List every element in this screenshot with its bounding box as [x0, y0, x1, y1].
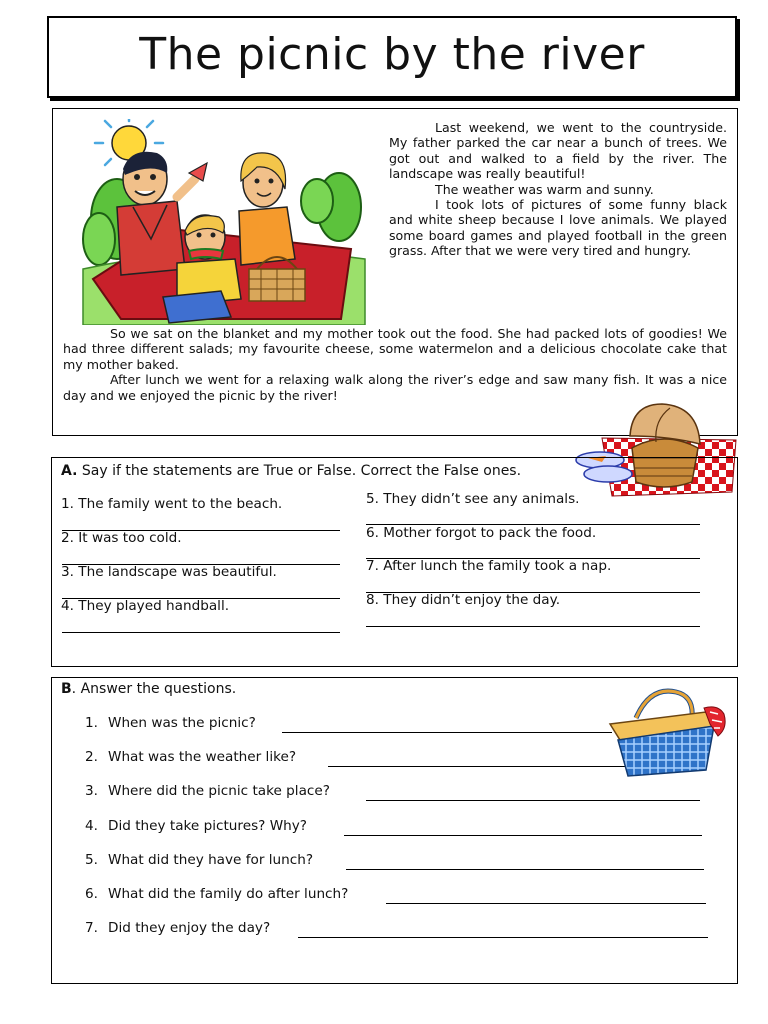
- story-paragraph: So we sat on the blanket and my mother took out the food. She had packed lots of goodies! We had three different salads; my favourite cheese, some watermelon and a delicious chocolate cake that my mother baked.: [63, 326, 727, 372]
- section-a-heading: [61, 463, 521, 479]
- question-number: 3.: [85, 783, 98, 799]
- answer-line[interactable]: [282, 732, 612, 733]
- question-text: What was the weather like?: [108, 749, 297, 765]
- question-number: 4.: [85, 818, 98, 834]
- story-paragraph: After lunch we went for a relaxing walk along the river’s edge and saw many fish. It was a nice day and we enjoyed the picnic by the river!: [63, 372, 727, 403]
- section-a-letter: A.: [61, 463, 78, 479]
- answer-line[interactable]: [62, 632, 340, 633]
- section-b-instruction: . Answer the questions.: [71, 681, 237, 697]
- answer-line[interactable]: [346, 869, 704, 870]
- question-text: What did they have for lunch?: [108, 852, 314, 868]
- question-text: What did the family do after lunch?: [108, 886, 349, 902]
- section-a-true-false: [51, 457, 738, 667]
- story-paragraph: The weather was warm and sunny.: [435, 181, 654, 197]
- statement-8: 8. They didn’t enjoy the day.: [366, 592, 561, 608]
- answer-line[interactable]: [386, 903, 706, 904]
- section-a-instruction: Say if the statements are True or False. Correct the False ones.: [81, 463, 522, 479]
- story-box: [52, 108, 738, 436]
- section-b-letter: B: [61, 681, 72, 697]
- page-title: The picnic by the river: [139, 29, 645, 80]
- story-bottom-text: [63, 326, 727, 403]
- question-number: 2.: [85, 749, 98, 765]
- statement-4: 4. They played handball.: [61, 598, 230, 614]
- question-number: 6.: [85, 886, 98, 902]
- family-picnic-illustration: [81, 119, 367, 325]
- story-paragraph: I took lots of pictures of some funny black and white sheep because I love animals. We played some board games and played football in the green grass. After that we were very tired and hungry.: [389, 197, 727, 259]
- statement-3: 3. The landscape was beautiful.: [61, 564, 277, 580]
- picnic-basket-illustration: [606, 684, 728, 780]
- answer-line[interactable]: [344, 835, 702, 836]
- section-b-heading: [61, 681, 236, 697]
- story-top-text: [389, 120, 727, 259]
- question-text: Did they enjoy the day?: [108, 920, 271, 936]
- answer-line[interactable]: [366, 800, 700, 801]
- statement-5: 5. They didn’t see any animals.: [366, 491, 580, 507]
- statement-6: 6. Mother forgot to pack the food.: [366, 525, 597, 541]
- question-number: 1.: [85, 715, 98, 731]
- statement-2: 2. It was too cold.: [61, 530, 182, 546]
- story-paragraph: Last weekend, we went to the countryside. My father parked the car near a bunch of trees. We got out and walked to a field by the river. The landscape was really beautiful!: [389, 120, 727, 182]
- question-number: 5.: [85, 852, 98, 868]
- statement-7: 7. After lunch the family took a nap.: [366, 558, 612, 574]
- question-text: Did they take pictures? Why?: [108, 818, 308, 834]
- title-box: [47, 16, 737, 98]
- statement-1: 1. The family went to the beach.: [61, 496, 283, 512]
- question-text: Where did the picnic take place?: [108, 783, 330, 799]
- question-number: 7.: [85, 920, 98, 936]
- answer-line[interactable]: [298, 937, 708, 938]
- question-text: When was the picnic?: [108, 715, 256, 731]
- answer-line[interactable]: [366, 626, 700, 627]
